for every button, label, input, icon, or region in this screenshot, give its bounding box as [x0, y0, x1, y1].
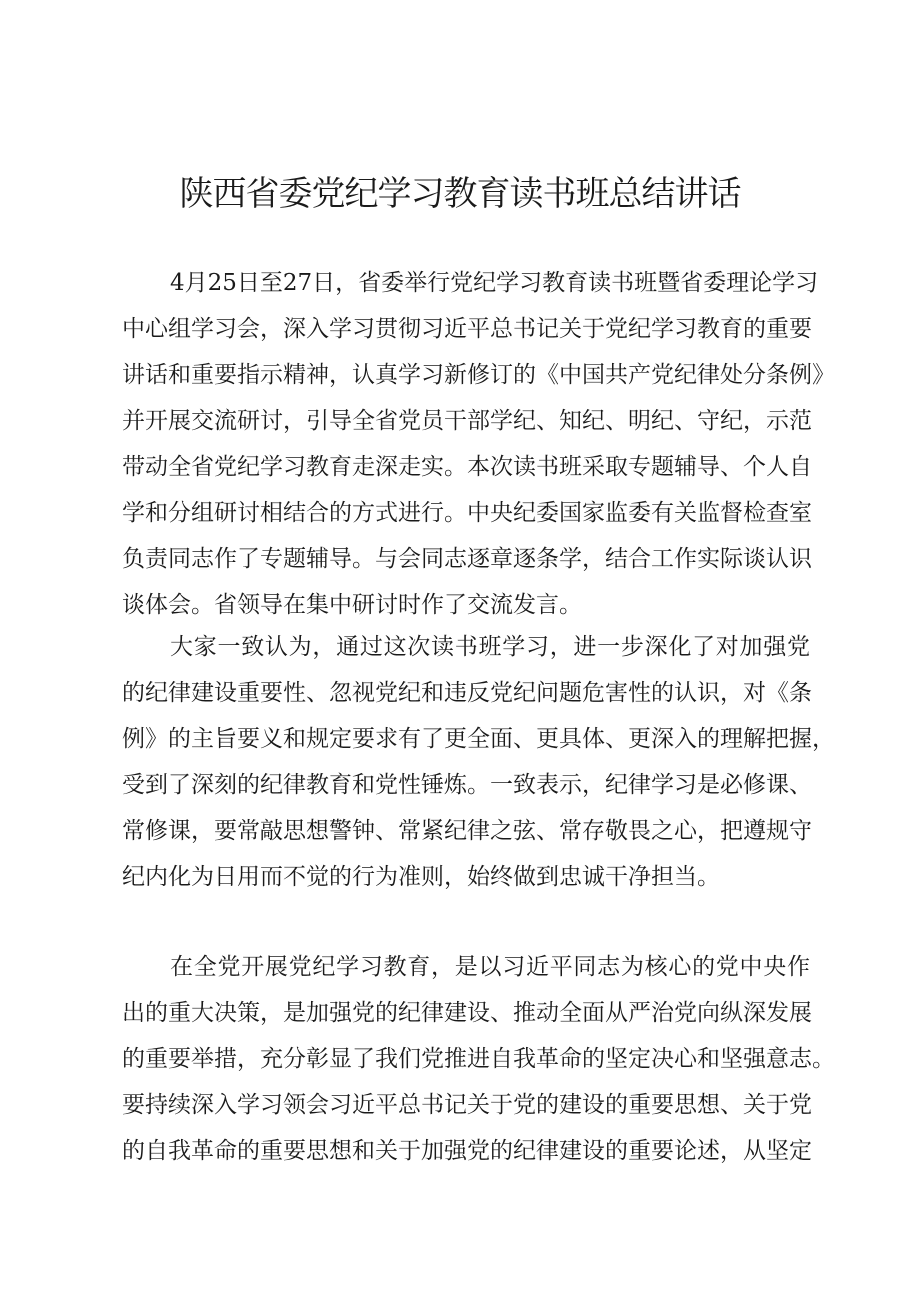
paragraph-line: 中心组学习会，深入学习贯彻习近平总书记关于党纪学习教育的重要 — [122, 316, 812, 342]
paragraph-line: 要持续深入学习领会习近平总书记关于党的建设的重要思想、关于党 — [122, 1092, 812, 1118]
paragraph-line: 4月25日至27日，省委举行党纪学习教育读书班暨省委理论学习 — [170, 270, 819, 296]
paragraph-line: 纪内化为日用而不觉的行为准则，始终做到忠诚干净担当。 — [122, 864, 720, 890]
paragraph-line: 出的重大决策，是加强党的纪律建设、推动全面从严治党向纵深发展 — [122, 1000, 812, 1026]
page-title: 陕西省委党纪学习教育读书班总结讲话 — [179, 174, 741, 214]
paragraph-line: 受到了深刻的纪律教育和党性锤炼。一致表示，纪律学习是必修课、 — [122, 772, 812, 798]
paragraph-line: 的纪律建设重要性、忽视党纪和违反党纪问题危害性的认识，对《条 — [122, 680, 812, 706]
paragraph-line: 并开展交流研讨，引导全省党员干部学纪、知纪、明纪、守纪，示范 — [122, 408, 812, 434]
paragraph-line: 学和分组研讨相结合的方式进行。中央纪委国家监委有关监督检查室 — [122, 500, 812, 526]
paragraph-line: 谈体会。省领导在集中研讨时作了交流发言。 — [122, 592, 582, 618]
paragraph-line: 在全党开展党纪学习教育，是以习近平同志为核心的党中央作 — [170, 954, 810, 980]
paragraph-line: 带动全省党纪学习教育走深走实。本次读书班采取专题辅导、个人自 — [122, 454, 812, 480]
paragraph-line: 负责同志作了专题辅导。与会同志逐章逐条学，结合工作实际谈认识 — [122, 546, 812, 572]
paragraph-line: 例》的主旨要义和规定要求有了更全面、更具体、更深入的理解把握， — [122, 726, 835, 752]
paragraph-line: 讲话和重要指示精神，认真学习新修订的《中国共产党纪律处分条例》 — [122, 362, 835, 388]
paragraph-line: 大家一致认为，通过这次读书班学习，进一步深化了对加强党 — [170, 634, 810, 660]
paragraph-line: 常修课，要常敲思想警钟、常紧纪律之弦、常存敬畏之心，把遵规守 — [122, 818, 812, 844]
paragraph-line: 的重要举措，充分彰显了我们党推进自我革命的坚定决心和坚强意志。 — [122, 1046, 835, 1072]
paragraph-line: 的自我革命的重要思想和关于加强党的纪律建设的重要论述，从坚定 — [122, 1138, 812, 1164]
